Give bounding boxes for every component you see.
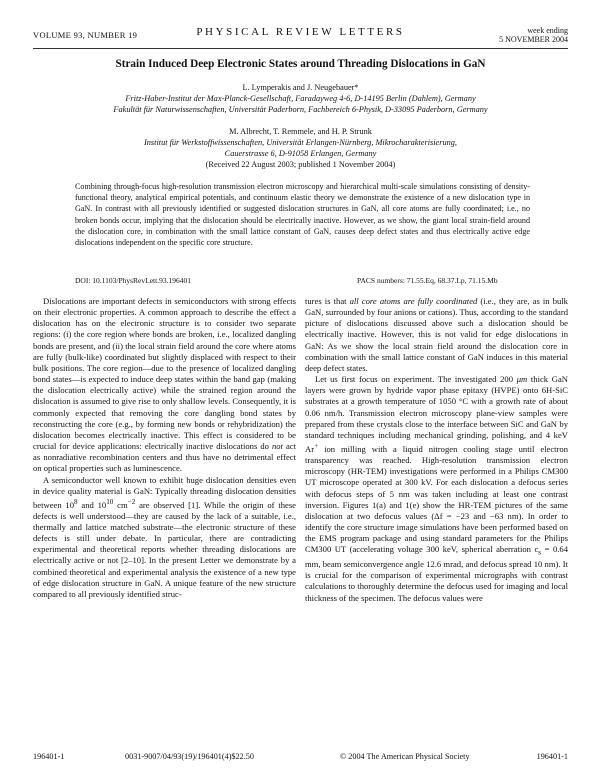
paragraph: Dislocations are important defects in semiconductors with strong effects on their electronic properties. A common approach to describe the effect a dislocation has on the electronic structure is to consider two separate regions: (i) the core region where bonds are broken, i.e., localized dangling bonds are present, and (ii) the local strain field around the core where atoms are fully (bulk-like) coordinated but slightly displaced with respect to their bulk positions. The core region—due to the presence of localized dangling bond states—is expected to induce deep states within the band gap (making the dislocation electrically active) while the strained region around the dislocation is assumed to give rise to only shallow levels. Consequently, it is commonly expected that removing the core dangling bond states by reconstructing the core (e.g., by forming new bonds or rehybridization) the dislocation becomes electrically inactive. This effect is considered to be crucial for device applications: electrically inactive dislocations do not act as nonradiative recombination centers and thus have no detrimental effect on optical properties such as luminescence. [33,296,296,474]
issue-date [499,26,568,44]
doi: DOI: 10.1103/PhysRevLett.93.196401 [75,276,191,285]
affiliation-2a: Institut für Werkstoffwissenschaften, Universität Erlangen-Nürnberg, Mikrocharakterisierung, [144,138,457,147]
page-number-right: 196401-1 [536,752,568,761]
authors-2: M. Albrecht, T. Remmele, and H. P. Strunk [229,127,372,136]
header-rule [33,48,568,49]
page-footer [33,752,568,764]
authors-1: L. Lymperakis and J. Neugebauer* [242,83,359,92]
paper-title: Strain Induced Deep Electronic States around Threading Dislocations in GaN [115,58,486,70]
received-dates: (Received 22 August 2003; published 1 November 2004) [205,160,396,169]
affiliation-2b: Cauerstrasse 6, D-91058 Erlangen, Germany [224,149,377,158]
date-value: 5 NOVEMBER 2004 [499,35,568,44]
author-block-2 [33,126,568,170]
volume-number: VOLUME 93, NUMBER 19 [33,30,138,40]
right-column [305,296,568,604]
week-ending-label: week ending [527,26,568,35]
copyright: © 2004 The American Physical Society [340,752,470,761]
affiliation-1a: Fritz-Haber-Institut der Max-Planck-Gesellschaft, Faradayweg 4-6, D-14195 Berlin (Dahlem), Germany [125,94,476,103]
running-header [33,26,568,48]
left-column [33,296,296,600]
journal-name: PHYSICAL REVIEW LETTERS [196,26,405,38]
issn-code: 0031-9007/04/93(19)/196401(4)$22.50 [125,752,254,761]
paragraph: Let us first focus on experiment. The investigated 200 μm thick GaN layers were grown by hydride vapor phase epitaxy (HVPE) onto 6H-SiC substrates at a growth temperature of 1050 °C with a growth rate of about 0.06 nm/h. Transmission electron microscopy plane-view samples were prepared from these crystals close to the interface between SiC and GaN by standard techniques including mechanical grinding, polishing, and 4 keV Ar+ ion milling with a liquid nitrogen cooling stage until electron transparency was reached. High-resolution transmission electron microscopy (HR-TEM) investigations were performed in a Philips CM300 UT microscope operated at 300 kV. For each dislocation a defocus series with defocus steps of 5 nm was taken including at least one contrast inversion. Figures 1(a) and 1(e) show the HR-TEM pictures of the same dislocation at two defocus values (Δf = −23 and −63 nm). In order to identify the core structure image simulations have been performed based on the EMS program package and using standard parameters for the Philips CM300 UT (accelerating voltage 300 keV, spherical aberration $c_s = 0.64$ mm, beam semiconvergence angle 12.6 mrad, and defocus spread 10 nm). It is crucial for the comparison of experimental micrographs with contrast calculations to thoroughly determine the defocus used for imaging and local thickness of the specimen. The defocus values were [305,374,568,603]
abstract: Combining through-focus high-resolution transmission electron microscopy and hierarchical multi-scale simulations consisting of density-functional theory, analytical empirical potentials, and continuum elastic theory we demonstrate the existence of a new dislocation type in GaN. In contrast with all previously identified or suggested dislocation structures in GaN, all core atoms are fully coordinated; i.e., no broken bonds occur, implying that the dislocation should be electrically inactive. However, as we show, the giant local strain-field around the dislocation core, in combination with the small lattice constant of GaN, causes deep defect states and thus electrically active edge dislocations independent on the specific core structure. [75,182,530,248]
page-number-left: 196401-1 [33,752,65,761]
paragraph: A semiconductor well known to exhibit huge dislocation densities even in device quality material is GaN: Typically threading dislocation densities between $10^8$ and $10^{10}$ $cm^{-2}$ are observed [1]. While the origin of these defects is well understood—they are caused by the lack of a suitable, i.e., thermally and lattice matched substrate—the electronic structure of these defects is still under debate. In particular, there are contradicting experimental and theoretical reports whether threading dislocations are electrically active or not [2–10]. In the present Letter we demonstrate by a combined theoretical and experimental analysis the existence of a new type of edge dislocation structure in GaN. A unique feature of the new structure compared to all previously identified struc- [33,474,296,599]
pacs-numbers: PACS numbers: 71.55.Eq, 68.37.Lp, 71.15.Mb [357,276,498,285]
author-block-1 [33,82,568,115]
paragraph: tures is that all core atoms are fully coordinated (i.e., they are, as in bulk GaN, surrounded by four anions or cations). Thus, according to the standard picture of dislocations discussed above such a dislocation should be electrically inactive. However, this is not valid for edge dislocations in GaN: As we show the local strain field around the dislocation core in combination with the small lattice constant of GaN induces in this material deep defect states. [305,296,568,373]
affiliation-1b: Fakultät für Naturwissenschaften, Universität Paderborn, Fachbereich 6-Physik, D-33095 Paderborn, Germany [113,105,488,114]
